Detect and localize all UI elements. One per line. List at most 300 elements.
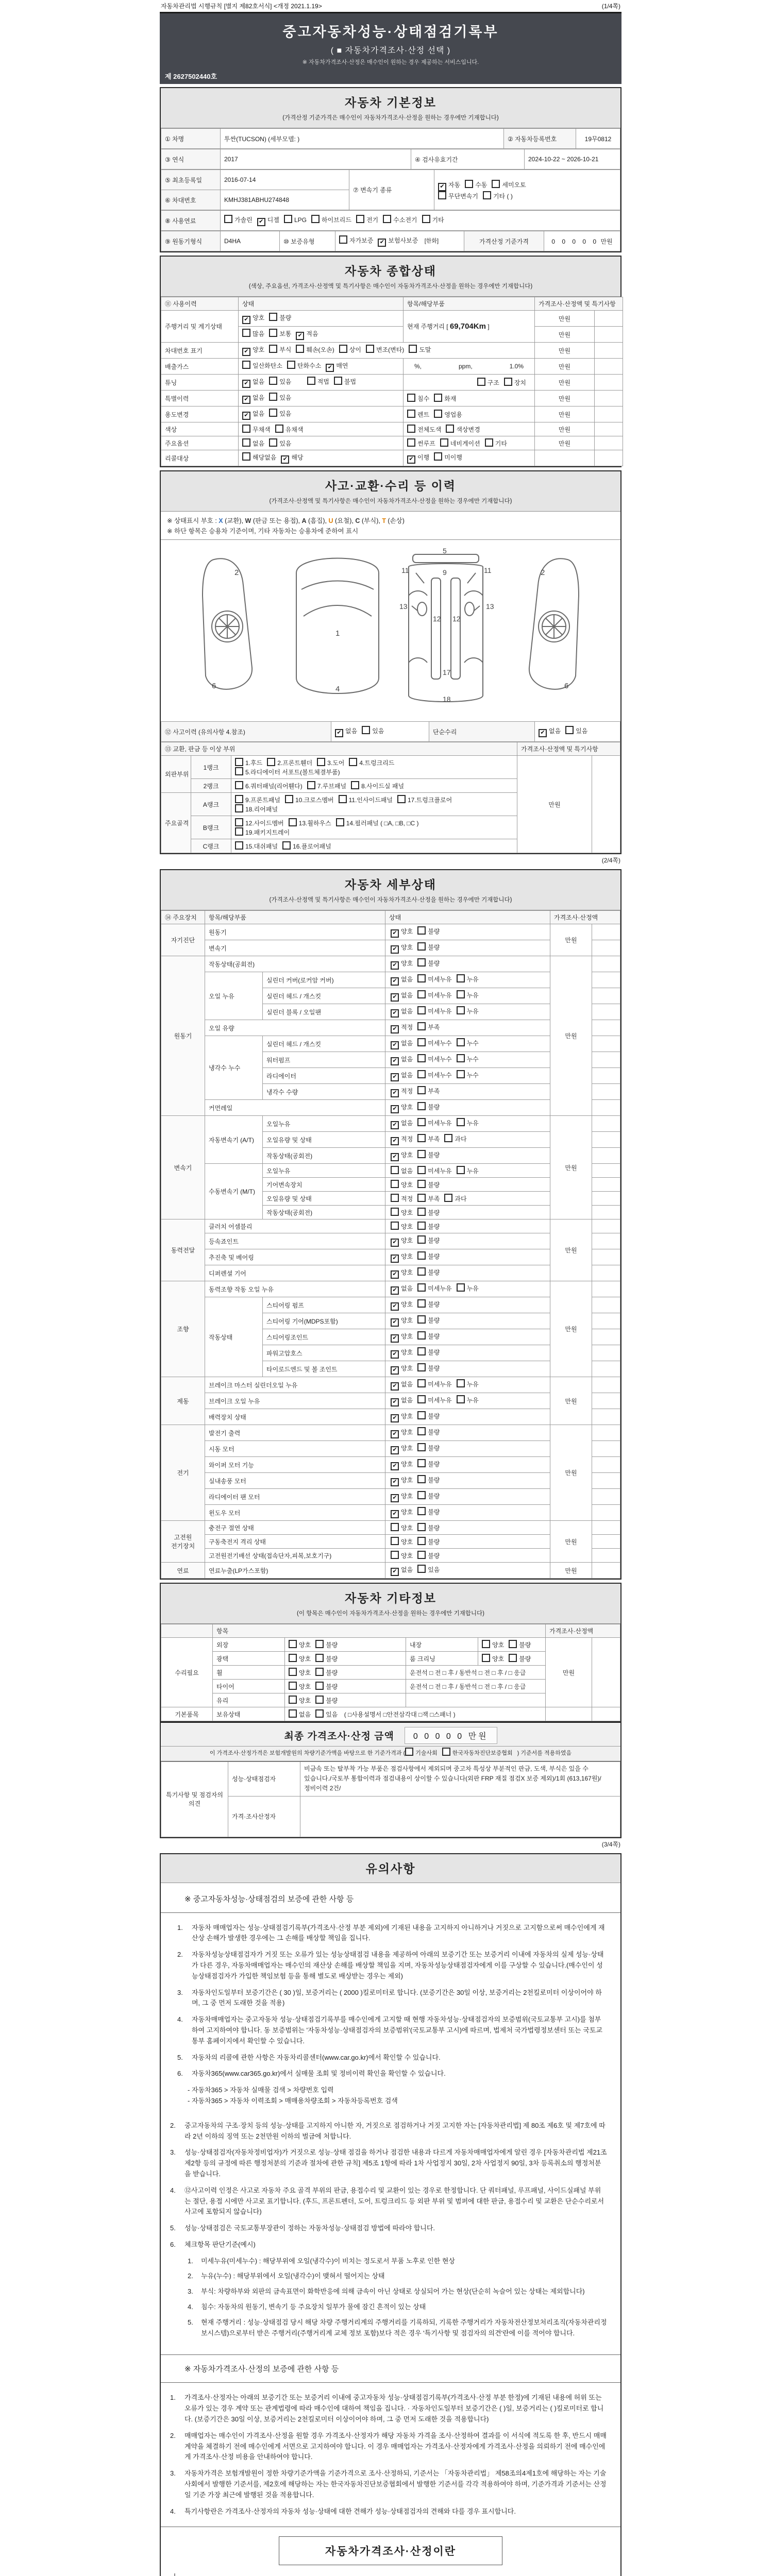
- checkbox-option[interactable]: [391, 991, 413, 1002]
- checkbox-option[interactable]: [417, 1315, 440, 1325]
- price-blank[interactable]: [592, 1281, 620, 1297]
- checkbox-option[interactable]: [311, 215, 351, 224]
- checkbox-option[interactable]: [417, 1102, 440, 1111]
- checkbox-option[interactable]: [281, 453, 303, 464]
- checkbox-option[interactable]: [391, 1284, 413, 1295]
- checkbox-option[interactable]: [378, 236, 418, 247]
- checkbox-option[interactable]: [409, 345, 431, 354]
- checkbox-option[interactable]: [417, 1006, 451, 1015]
- price-blank[interactable]: [592, 1535, 620, 1549]
- checkbox-option[interactable]: [417, 1523, 440, 1532]
- checkbox-option[interactable]: [440, 438, 480, 448]
- checkbox-label: 불량: [428, 928, 440, 935]
- checkbox-option[interactable]: [296, 345, 334, 354]
- checkbox-option[interactable]: [417, 926, 440, 936]
- checkbox-option[interactable]: [457, 1038, 479, 1047]
- checkbox-option[interactable]: [267, 758, 312, 767]
- price-blank[interactable]: [595, 375, 623, 391]
- checkbox-option[interactable]: [438, 191, 478, 200]
- checkbox-option[interactable]: [407, 410, 429, 419]
- checkbox-option[interactable]: [417, 1379, 451, 1388]
- checkbox-option[interactable]: [366, 345, 404, 354]
- price-blank[interactable]: [595, 422, 623, 436]
- checkbox-option[interactable]: [417, 1395, 451, 1404]
- checkbox-option[interactable]: [335, 726, 357, 737]
- wheel-label: 휠: [213, 1666, 285, 1680]
- checkbox-option[interactable]: [235, 827, 290, 837]
- checkbox-option[interactable]: [391, 1023, 413, 1033]
- checkbox-option[interactable]: [417, 1022, 440, 1031]
- checkbox-option[interactable]: [269, 345, 291, 354]
- extra-price-blank[interactable]: [592, 1638, 620, 1707]
- checkbox-option[interactable]: [391, 1236, 413, 1247]
- price-blank[interactable]: [592, 1297, 620, 1313]
- price-blank[interactable]: [595, 391, 623, 406]
- price-blank[interactable]: [595, 359, 623, 375]
- checkbox-option[interactable]: [417, 958, 440, 968]
- checkbox-option[interactable]: [391, 1507, 413, 1518]
- checkbox-option[interactable]: [417, 1134, 440, 1143]
- checkbox-option[interactable]: [417, 1507, 440, 1516]
- checkbox-option[interactable]: [417, 1459, 440, 1468]
- checkbox-option[interactable]: [289, 1668, 311, 1677]
- price-blank[interactable]: [592, 940, 620, 956]
- price-blank[interactable]: [592, 1265, 620, 1281]
- price-blank[interactable]: [592, 1020, 620, 1036]
- checkbox-option[interactable]: [391, 1460, 413, 1470]
- checked-checkbox-icon: ✔: [438, 183, 446, 191]
- checkbox-option[interactable]: [242, 313, 264, 324]
- checkbox-option[interactable]: [391, 1364, 413, 1375]
- checkbox-option[interactable]: [438, 180, 460, 191]
- checkbox-option[interactable]: [242, 452, 276, 462]
- diagram-label: 17: [443, 668, 451, 676]
- checkbox-option[interactable]: [417, 942, 440, 952]
- price-blank[interactable]: [595, 311, 623, 327]
- price-blank[interactable]: [592, 1457, 620, 1473]
- checkbox-option[interactable]: [269, 393, 291, 402]
- checkbox-option[interactable]: [224, 215, 253, 224]
- price-blank[interactable]: [592, 924, 620, 940]
- checkbox-option[interactable]: [417, 1411, 440, 1420]
- checkbox-option[interactable]: [417, 1283, 451, 1293]
- checkbox-option[interactable]: [235, 781, 303, 790]
- price-blank[interactable]: [592, 1505, 620, 1521]
- checkbox-option[interactable]: [334, 377, 356, 386]
- checkbox-option[interactable]: [391, 1523, 413, 1532]
- checkbox-option[interactable]: [391, 927, 413, 938]
- checkbox-option[interactable]: [391, 1476, 413, 1486]
- checkbox-option[interactable]: [417, 1565, 440, 1574]
- checkbox-option[interactable]: [383, 215, 417, 224]
- price-blank[interactable]: [592, 988, 620, 1004]
- checkbox-option[interactable]: [315, 1640, 338, 1649]
- checkbox-option[interactable]: [391, 1208, 413, 1217]
- checkbox-option[interactable]: [269, 313, 291, 322]
- checkbox-option[interactable]: [275, 425, 304, 434]
- price-blank[interactable]: [592, 1233, 620, 1249]
- unchecked-checkbox-icon: [242, 452, 250, 461]
- fuel-label: ⑧ 사용연료: [161, 211, 221, 231]
- recall-label: 리콜대상: [161, 450, 239, 466]
- checkbox-option[interactable]: [391, 1150, 413, 1161]
- checkbox-option[interactable]: [422, 215, 444, 224]
- unchecked-checkbox-icon: [417, 1537, 426, 1545]
- checkbox-option[interactable]: [391, 1492, 413, 1502]
- checkbox-option[interactable]: [242, 361, 282, 370]
- checkbox-option[interactable]: [391, 1332, 413, 1343]
- checkbox-option[interactable]: [407, 394, 429, 403]
- unchecked-checkbox-icon: [417, 1150, 426, 1158]
- checkbox-option[interactable]: [444, 1194, 466, 1203]
- checkbox-option[interactable]: [242, 393, 264, 404]
- price-blank[interactable]: [592, 1409, 620, 1425]
- checkbox-option[interactable]: [417, 1347, 440, 1357]
- price-unit: 만원: [550, 1281, 592, 1377]
- checkbox-option[interactable]: [269, 329, 291, 338]
- checkbox-option[interactable]: [235, 841, 278, 851]
- device-group-label: 고전원 전기장치: [161, 1521, 205, 1563]
- checkbox-option[interactable]: [391, 1134, 413, 1145]
- checkbox-option[interactable]: [391, 943, 413, 954]
- checkbox-label: 양호: [401, 1104, 413, 1111]
- checkbox-option[interactable]: [397, 795, 452, 804]
- checkbox-option[interactable]: [242, 377, 264, 388]
- price-blank[interactable]: [592, 1148, 620, 1164]
- unchecked-checkbox-icon: [235, 804, 243, 812]
- checked-checkbox-icon: ✔: [391, 1089, 399, 1097]
- price-blank[interactable]: [592, 1068, 620, 1084]
- unchecked-checkbox-icon: [444, 1194, 452, 1202]
- checkbox-option[interactable]: [417, 1443, 440, 1452]
- checkbox-option[interactable]: [289, 1682, 311, 1691]
- price-blank[interactable]: [592, 1313, 620, 1329]
- price-blank[interactable]: [592, 1441, 620, 1457]
- checkbox-option[interactable]: [391, 1180, 413, 1189]
- checkbox-option[interactable]: [417, 1150, 440, 1159]
- price-blank[interactable]: [592, 1116, 620, 1132]
- price-blank[interactable]: [592, 1425, 620, 1441]
- checkbox-option[interactable]: [391, 1412, 413, 1422]
- checkbox-option[interactable]: [235, 795, 280, 804]
- unchecked-checkbox-icon: [482, 1640, 490, 1648]
- checkbox-option[interactable]: [391, 1316, 413, 1327]
- notice-sub-number: 1.: [188, 2257, 193, 2265]
- price-blank[interactable]: [592, 1345, 620, 1361]
- checkbox-option[interactable]: [417, 1475, 440, 1484]
- checkbox-option[interactable]: [289, 1640, 311, 1649]
- checkbox-option[interactable]: [282, 841, 331, 851]
- checkbox-option[interactable]: [417, 1086, 440, 1095]
- checkbox-option[interactable]: [417, 1235, 440, 1245]
- checkbox-option[interactable]: [417, 1180, 440, 1189]
- checkbox-option[interactable]: [457, 1283, 479, 1293]
- checkbox-option[interactable]: [417, 1267, 440, 1277]
- checkbox-option[interactable]: [457, 1006, 479, 1015]
- checkbox-option[interactable]: [457, 1054, 479, 1063]
- section-extra-info: [160, 1583, 621, 1838]
- price-blank[interactable]: [592, 1036, 620, 1052]
- checkbox-option[interactable]: [391, 1444, 413, 1454]
- checkbox-option[interactable]: [391, 1551, 413, 1560]
- checkbox-option[interactable]: [417, 1070, 451, 1079]
- checkbox-option[interactable]: [287, 361, 321, 370]
- price-blank[interactable]: [595, 343, 623, 359]
- checkbox-option[interactable]: [391, 1103, 413, 1113]
- basic-info-title: 자동차 기본정보: [345, 96, 436, 109]
- checkbox-label: 불량: [428, 1349, 440, 1356]
- checkbox-option[interactable]: [339, 795, 393, 804]
- checkbox-option[interactable]: [285, 795, 334, 804]
- checkbox-option[interactable]: [417, 1222, 440, 1231]
- checkbox-option[interactable]: [457, 990, 479, 999]
- checkbox-option[interactable]: [269, 438, 291, 448]
- checkbox-option[interactable]: [349, 758, 394, 767]
- checkbox-option[interactable]: [417, 1194, 440, 1203]
- checkbox-option[interactable]: [457, 1118, 479, 1127]
- diagram-label: 12: [433, 615, 441, 623]
- checkbox-option[interactable]: [477, 378, 499, 387]
- checkbox-option[interactable]: [315, 1682, 338, 1691]
- checkbox-label: 보통: [279, 330, 292, 337]
- checkbox-option[interactable]: [315, 1696, 338, 1705]
- notice-item-number: 4.: [170, 2507, 176, 2515]
- notice-item-number: 5.: [177, 2053, 183, 2061]
- price-unit: 만원: [550, 1377, 592, 1425]
- price-blank[interactable]: [595, 450, 623, 466]
- checkbox-option[interactable]: [391, 959, 413, 970]
- checkbox-option[interactable]: [446, 425, 480, 434]
- checkbox-option[interactable]: [257, 215, 279, 226]
- checkbox-option[interactable]: [391, 1565, 413, 1576]
- price-blank[interactable]: [592, 1206, 620, 1219]
- item-state-options: [385, 1505, 550, 1521]
- checkbox-option[interactable]: [417, 990, 451, 999]
- checkbox-option[interactable]: [407, 453, 429, 464]
- checkbox-option[interactable]: [444, 1134, 466, 1143]
- checkbox-option[interactable]: [339, 345, 361, 354]
- checkbox-option[interactable]: [417, 1208, 440, 1217]
- checkbox-option[interactable]: [434, 410, 462, 419]
- checkbox-option[interactable]: [539, 726, 561, 737]
- checkbox-option[interactable]: [417, 1551, 440, 1560]
- checkbox-option[interactable]: [457, 1379, 479, 1388]
- checkbox-option[interactable]: [565, 726, 587, 735]
- checkbox-option[interactable]: [242, 409, 264, 420]
- checkbox-option[interactable]: [391, 1194, 413, 1203]
- checkbox-option[interactable]: [391, 1396, 413, 1406]
- unchecked-checkbox-icon: [417, 990, 426, 998]
- checkbox-option[interactable]: [465, 180, 487, 189]
- extra-price-blank3[interactable]: [592, 1707, 620, 1721]
- checkbox-option[interactable]: [391, 975, 413, 986]
- checkbox-option[interactable]: [391, 1087, 413, 1097]
- checkbox-label: 양호: [492, 1641, 505, 1649]
- price-blank[interactable]: [592, 1219, 620, 1233]
- checkbox-option[interactable]: [457, 1070, 479, 1079]
- checkbox-option[interactable]: [417, 1491, 440, 1500]
- checkbox-option[interactable]: [391, 1537, 413, 1546]
- checkbox-option[interactable]: [391, 1300, 413, 1311]
- checkbox-option[interactable]: [457, 1166, 479, 1175]
- checkbox-option[interactable]: [417, 1054, 451, 1063]
- checkbox-option[interactable]: [351, 781, 404, 790]
- notice-list-1: [161, 1913, 620, 2111]
- checkbox-option[interactable]: [289, 1709, 311, 1719]
- checkbox-option[interactable]: [391, 1039, 413, 1049]
- checkbox-option[interactable]: [457, 974, 479, 984]
- checkbox-option[interactable]: [504, 378, 526, 387]
- checkbox-option[interactable]: [482, 1640, 504, 1649]
- price-blank[interactable]: [592, 1549, 620, 1563]
- checkbox-option[interactable]: [326, 361, 348, 372]
- checkbox-option[interactable]: [235, 818, 284, 827]
- checkbox-option[interactable]: [417, 1331, 440, 1341]
- price-blank[interactable]: [595, 406, 623, 422]
- checkbox-option[interactable]: [315, 1709, 338, 1719]
- checkbox-option[interactable]: [417, 974, 451, 984]
- checkbox-option[interactable]: [391, 1380, 413, 1391]
- checkbox-option[interactable]: [307, 781, 346, 790]
- price-blank[interactable]: [592, 1521, 620, 1535]
- checkbox-option[interactable]: [242, 329, 264, 338]
- price-blank[interactable]: [592, 1052, 620, 1068]
- checkbox-option[interactable]: [284, 215, 307, 224]
- checkbox-option[interactable]: [417, 1363, 440, 1372]
- checkbox-option[interactable]: [417, 1038, 451, 1047]
- checkbox-option[interactable]: [391, 1348, 413, 1359]
- checkbox-option[interactable]: [235, 758, 262, 767]
- checkbox-option[interactable]: [417, 1118, 451, 1127]
- checkbox-option[interactable]: [391, 1007, 413, 1018]
- unchecked-checkbox-icon: [434, 394, 442, 402]
- price-blank[interactable]: [592, 1249, 620, 1265]
- checkbox-option[interactable]: [482, 1654, 504, 1663]
- notice-sub-text: 침수: 자동차의 원동기, 변속기 등 주요장치 일부가 물에 잠긴 흔적이 있는 상태: [201, 2303, 426, 2311]
- unchecked-checkbox-icon: [417, 1038, 426, 1046]
- checkbox-option[interactable]: [307, 377, 329, 386]
- checkbox-option[interactable]: [317, 758, 344, 767]
- checkbox-option[interactable]: [289, 818, 331, 827]
- price-blank[interactable]: [595, 327, 623, 343]
- appraiser-remarks[interactable]: [300, 1796, 620, 1837]
- checkbox-option[interactable]: [269, 377, 291, 386]
- checkbox-option[interactable]: [391, 1166, 413, 1175]
- checkbox-label: 불량: [428, 1151, 440, 1159]
- unchecked-checkbox-icon: [422, 215, 430, 223]
- checkbox-option[interactable]: [407, 438, 435, 448]
- checkbox-label: 양호: [401, 1237, 413, 1244]
- price-blank[interactable]: [592, 1329, 620, 1345]
- state-code-desc: (요철),: [333, 517, 356, 524]
- checkbox-option[interactable]: [442, 1748, 513, 1757]
- checkbox-option[interactable]: [492, 180, 526, 189]
- checkbox-label: 양호: [299, 1697, 311, 1704]
- checkbox-label: 1.후드: [245, 759, 263, 767]
- checkbox-option[interactable]: [336, 818, 419, 827]
- price-blank[interactable]: [592, 1377, 620, 1393]
- checkbox-option[interactable]: [296, 329, 318, 340]
- checkbox-option[interactable]: [405, 1748, 438, 1757]
- panel-price-blank[interactable]: [592, 756, 620, 853]
- price-blank[interactable]: [592, 1132, 620, 1148]
- notice-sub-text: 부식: 차량하부와 외판의 금속표면이 화학반응에 의해 금속이 아닌 상태로 상실되어 가는 현상(단순히 녹슬어 있는 상태는 제외합니다): [201, 2287, 585, 2296]
- price-blank[interactable]: [595, 436, 623, 450]
- item-state-options: [385, 1132, 550, 1148]
- checkbox-option[interactable]: [235, 804, 278, 814]
- checkbox-option[interactable]: [417, 1166, 451, 1175]
- checkbox-option[interactable]: [391, 1055, 413, 1065]
- checked-checkbox-icon: ✔: [391, 1398, 399, 1406]
- checkbox-option[interactable]: [485, 438, 507, 448]
- accident-title: 사고·교환·수리 등 이력: [325, 479, 457, 493]
- checkbox-option[interactable]: [407, 425, 441, 434]
- checkbox-option[interactable]: [483, 191, 513, 200]
- price-blank[interactable]: [592, 956, 620, 972]
- unchecked-checkbox-icon: [482, 1654, 490, 1662]
- checkbox-option[interactable]: [315, 1654, 338, 1663]
- mileage-state1: [239, 311, 404, 327]
- checkbox-option[interactable]: [289, 1696, 311, 1705]
- unchecked-checkbox-icon: [417, 1235, 426, 1244]
- checkbox-option[interactable]: [356, 215, 378, 224]
- page-marker-3: (3/4쪽): [601, 1840, 620, 1848]
- checkbox-option[interactable]: [391, 1252, 413, 1263]
- checkbox-option[interactable]: [417, 1537, 440, 1546]
- checkbox-option[interactable]: [315, 1668, 338, 1677]
- checkbox-option[interactable]: [457, 1395, 479, 1404]
- checkbox-label: 불량: [519, 1655, 531, 1663]
- unchecked-checkbox-icon: [315, 1668, 324, 1676]
- checkbox-option[interactable]: [434, 394, 456, 403]
- checkbox-option[interactable]: [391, 1268, 413, 1279]
- price-blank[interactable]: [592, 1084, 620, 1100]
- price-blank[interactable]: [592, 1473, 620, 1489]
- price-blank[interactable]: [592, 1192, 620, 1206]
- checkbox-option[interactable]: [242, 345, 264, 356]
- price-blank[interactable]: [592, 972, 620, 988]
- checkbox-option[interactable]: [242, 425, 271, 434]
- checkbox-option[interactable]: [391, 1428, 413, 1438]
- price-blank[interactable]: [592, 1563, 620, 1579]
- checkbox-option[interactable]: [509, 1654, 531, 1663]
- price-blank[interactable]: [592, 1164, 620, 1178]
- checkbox-option[interactable]: [434, 452, 462, 462]
- checkbox-option[interactable]: [235, 767, 340, 776]
- price-blank[interactable]: [592, 1361, 620, 1377]
- checkbox-label: 양호: [401, 1477, 413, 1484]
- price-blank[interactable]: [592, 1489, 620, 1505]
- checkbox-option[interactable]: [289, 1654, 311, 1663]
- checkbox-option[interactable]: [417, 1251, 440, 1261]
- checkbox-option[interactable]: [417, 1299, 440, 1309]
- checkbox-option[interactable]: [391, 1222, 413, 1231]
- checkbox-option[interactable]: [269, 409, 291, 418]
- checkbox-option[interactable]: [391, 1118, 413, 1129]
- price-blank[interactable]: [592, 1393, 620, 1409]
- checkbox-option[interactable]: [362, 726, 384, 735]
- price-blank[interactable]: [592, 1178, 620, 1192]
- checkbox-option[interactable]: [417, 1427, 440, 1436]
- checkbox-option[interactable]: [339, 235, 373, 245]
- unchecked-checkbox-icon: [417, 1166, 426, 1174]
- checkbox-option[interactable]: [509, 1640, 531, 1649]
- checkbox-option[interactable]: [391, 1071, 413, 1081]
- price-blank[interactable]: [592, 1100, 620, 1116]
- notice-item: [170, 2506, 607, 2517]
- checkbox-option[interactable]: [242, 438, 264, 448]
- price-blank[interactable]: [592, 1004, 620, 1020]
